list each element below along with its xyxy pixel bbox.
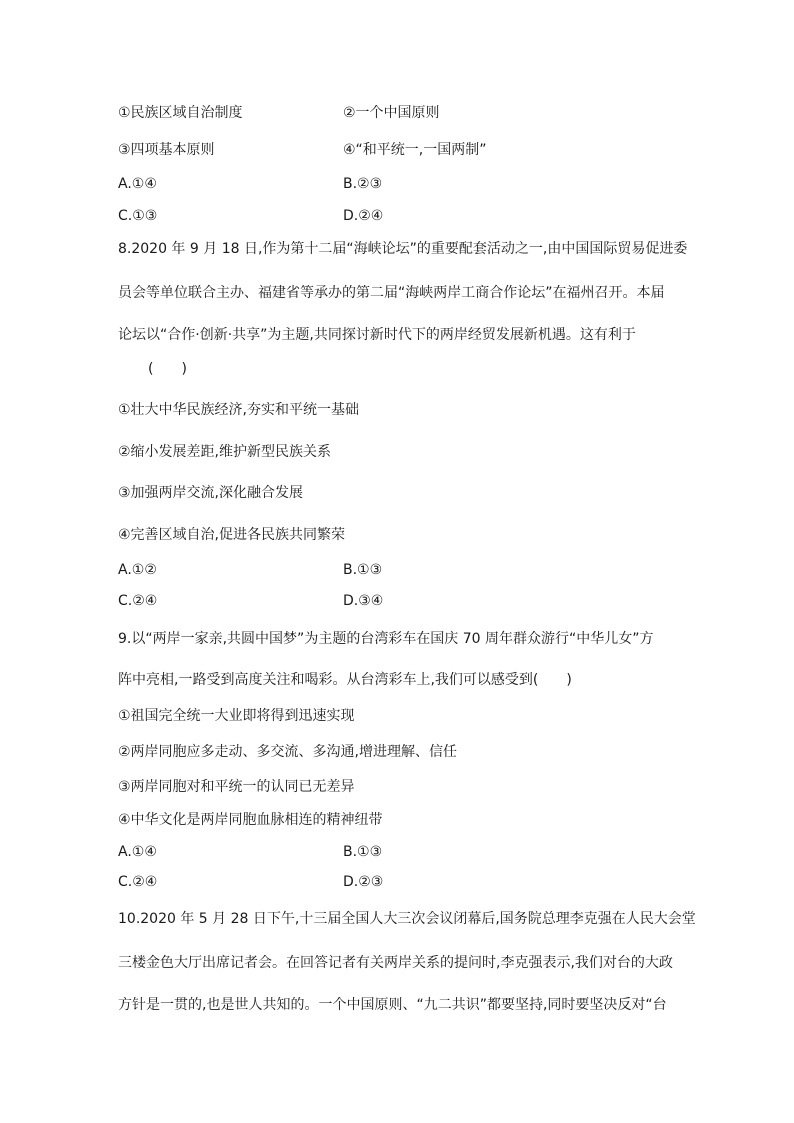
q9-stem-line-1: 9.以“两岸一家亲,共圆中国梦”为主题的台湾彩车在国庆 70 周年群众游行“中华儿女”方 [118,631,654,647]
q9-choice-b: B.①③ [343,844,383,860]
q8-choice-a: A.①② [118,562,157,578]
q8-choice-d: D.③④ [343,593,384,609]
q7-option-2: ②一个中国原则 [343,105,440,121]
q8-choice-b: B.①③ [343,562,383,578]
q9-option-1: ①祖国完全统一大业即将得到迅速实现 [118,708,355,724]
q8-stem-line-2: 员会等单位联合主办、福建省等承办的第二届“海峡两岸工商合作论坛”在福州召开。本届 [118,285,665,301]
q8-answer-blank: ( ) [148,361,187,377]
q8-option-3: ③加强两岸交流,深化融合发展 [118,485,304,501]
q7-option-3: ③四项基本原则 [118,142,215,158]
q7-choice-b: B.②③ [343,176,383,192]
q10-stem-line-3: 方针是一贯的,也是世人共知的。一个中国原则、“九二共识”都要坚持,同时要坚决反对“台 [118,997,667,1013]
q9-option-3: ③两岸同胞对和平统一的认同已无差异 [118,779,355,795]
q8-stem-line-1: 8.2020 年 9 月 18 日,作为第十二届“海峡论坛”的重要配套活动之一,由中国国际贸易促进委 [118,241,688,257]
q9-choice-d: D.②③ [343,874,384,890]
q7-choice-d: D.②④ [343,208,384,224]
q9-choice-c: C.②④ [118,874,158,890]
q7-option-4: ④“和平统一,一国两制” [343,142,487,158]
q7-choice-a: A.①④ [118,176,157,192]
q9-stem-line-2: 阵中亮相,一路受到高度关注和喝彩。从台湾彩车上,我们可以感受到( ) [118,672,572,688]
q10-stem-line-1: 10.2020 年 5 月 28 日下午,十三届全国人大三次会议闭幕后,国务院总理李克强在人民大会堂 [118,911,696,927]
q9-option-4: ④中华文化是两岸同胞血脉相连的精神纽带 [118,812,383,828]
q8-option-4: ④完善区域自治,促进各民族共同繁荣 [118,527,346,543]
q8-option-2: ②缩小发展差距,维护新型民族关系 [118,444,332,460]
q9-choice-a: A.①④ [118,844,157,860]
q10-stem-line-2: 三楼金色大厅出席记者会。在回答记者有关两岸关系的提问时,李克强表示,我们对台的大政 [118,955,673,971]
q7-choice-c: C.①③ [118,208,158,224]
q7-option-1: ①民族区域自治制度 [118,105,243,121]
q9-option-2: ②两岸同胞应多走动、多交流、多沟通,增进理解、信任 [118,744,457,760]
q8-choice-c: C.②④ [118,593,158,609]
q8-stem-line-3: 论坛以“合作·创新·共享”为主题,共同探讨新时代下的两岸经贸发展新机遇。这有利于 [118,327,636,343]
q8-option-1: ①壮大中华民族经济,夯实和平统一基础 [118,402,359,418]
